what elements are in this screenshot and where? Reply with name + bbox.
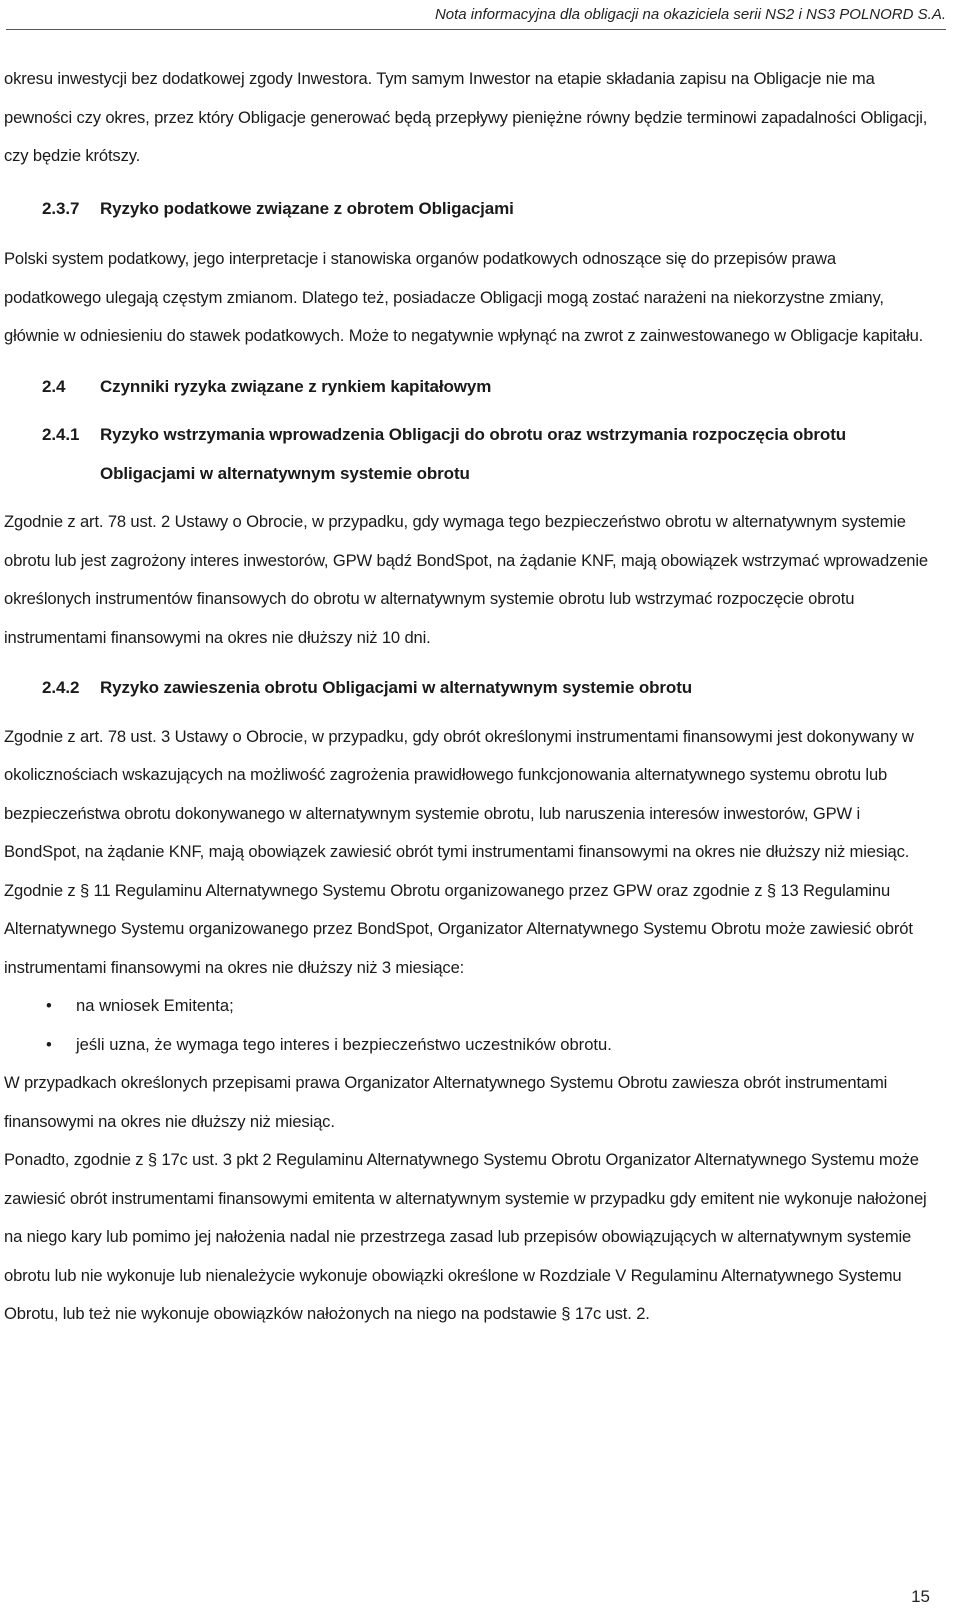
section-2-4-2-heading: [4, 669, 934, 708]
page-header: Nota informacyjna dla obligacji na okaziciela serii NS2 i NS3 POLNORD S.A.: [6, 6, 946, 30]
list-item: [4, 987, 934, 1026]
list-item-text: na wniosek Emitenta;: [76, 996, 234, 1015]
section-2-4-2-body-1: Zgodnie z art. 78 ust. 3 Ustawy o Obrocie, w przypadku, gdy obrót określonymi instrumentami finansowymi jest dokonywany w okolicznościach wskazujących na możliwość zagrożenia prawidłowego funkcjonowania alternatywnego systemu obrotu lub bezpieczeństwa obrotu dokonywanego w alternatywnym systemie obrotu, lub naruszenia interesów inwestorów, GPW i BondSpot, na żądanie KNF, mają obowiązek zawiesić obrót tymi instrumentami finansowymi na okres nie dłuższy niż miesiąc.: [4, 726, 914, 861]
section-2-3-7-body: Polski system podatkowy, jego interpretacje i stanowiska organów podatkowych odnoszące się do przepisów prawa podatkowego ulegają częstym zmianom. Dlatego też, posiadacze Obligacji mogą zostać narażeni na niekorzystne zmiany, głównie w odniesieniu do stawek podatkowych. Może to negatywnie wpłynąć na zwrot z zainwestowanego w Obligacje kapitału.: [4, 249, 924, 345]
section-number: 2.4.2: [42, 678, 80, 697]
section-number: 2.4.1: [42, 425, 80, 444]
section-2-4-2-body-4: Ponadto, zgodnie z § 17c ust. 3 pkt 2 Regulaminu Alternatywnego Systemu Obrotu Organizator Alternatywnego Systemu może zawiesić obrót instrumentami finansowymi emitenta w alternatywnym systemie w przypadku gdy emitent nie wykonuje nałożonej na niego kary lub pomimo jej nałożenia nadal nie przestrzega zasad lub przepisów obowiązujących w alternatywnym systemie obrotu lub nie wykonuje lub nienależycie wykonuje obowiązki określone w Rozdziale V Regulaminu Alternatywnego Systemu Obrotu, lub też nie wykonuje obowiązków nałożonych na niego na podstawie § 17c ust. 2.: [4, 1150, 927, 1323]
section-number: 2.3.7: [42, 198, 80, 218]
section-title: Ryzyko wstrzymania wprowadzenia Obligacji do obrotu oraz wstrzymania rozpoczęcia obrotu Obligacjami w alternatywnym systemie obrotu: [100, 425, 847, 483]
section-2-4-heading: [4, 368, 934, 407]
list-item: [4, 1026, 934, 1065]
page-content: [4, 60, 934, 1334]
section-2-4-1-body: Zgodnie z art. 78 ust. 2 Ustawy o Obrocie, w przypadku, gdy wymaga tego bezpieczeństwo obrotu w alternatywnym systemie obrotu lub jest zagrożony interes inwestorów, GPW bądź BondSpot, na żądanie KNF, mają obowiązek wstrzymać wprowadzenie określonych instrumentów finansowych do obrotu w alternatywnym systemie obrotu lub wstrzymać rozpoczęcie obrotu instrumentami finansowymi na okres nie dłuższy niż 10 dni.: [4, 512, 929, 647]
section-title: Czynniki ryzyka związane z rynkiem kapitałowym: [100, 376, 492, 396]
section-title: Ryzyko zawieszenia obrotu Obligacjami w alternatywnym systemie obrotu: [100, 678, 693, 697]
section-2-4-2-body-2: Zgodnie z § 11 Regulaminu Alternatywnego Systemu Obrotu organizowanego przez GPW oraz zgodnie z § 13 Regulaminu Alternatywnego Systemu organizowanego przez BondSpot, Organizator Alternatywnego Systemu Obrotu może zawiesić obrót instrumentami finansowymi na okres nie dłuższy niż 3 miesiące:: [4, 880, 913, 977]
section-2-4-1-heading: [4, 416, 934, 493]
section-title: Ryzyko podatkowe związane z obrotem Obligacjami: [100, 198, 514, 218]
page-number: 15: [911, 1587, 930, 1606]
bullet-icon: •: [46, 996, 52, 1015]
section-2-3-7-heading: [4, 190, 934, 229]
section-number: 2.4: [42, 376, 66, 396]
suspension-reasons-list: [4, 987, 934, 1064]
intro-paragraph: okresu inwestycji bez dodatkowej zgody Inwestora. Tym samym Inwestor na etapie składania zapisu na Obligacje nie ma pewności czy okres, przez który Obligacje generować będą przepływy pieniężne równy będzie terminowi zapadalności Obligacji, czy będzie krótszy.: [4, 69, 928, 165]
list-item-text: jeśli uzna, że wymaga tego interes i bezpieczeństwo uczestników obrotu.: [76, 1034, 612, 1054]
bullet-icon: •: [46, 1034, 52, 1054]
section-2-4-2-body-3: W przypadkach określonych przepisami prawa Organizator Alternatywnego Systemu Obrotu zawiesza obrót instrumentami finansowymi na okres nie dłuższy niż miesiąc.: [4, 1073, 888, 1131]
